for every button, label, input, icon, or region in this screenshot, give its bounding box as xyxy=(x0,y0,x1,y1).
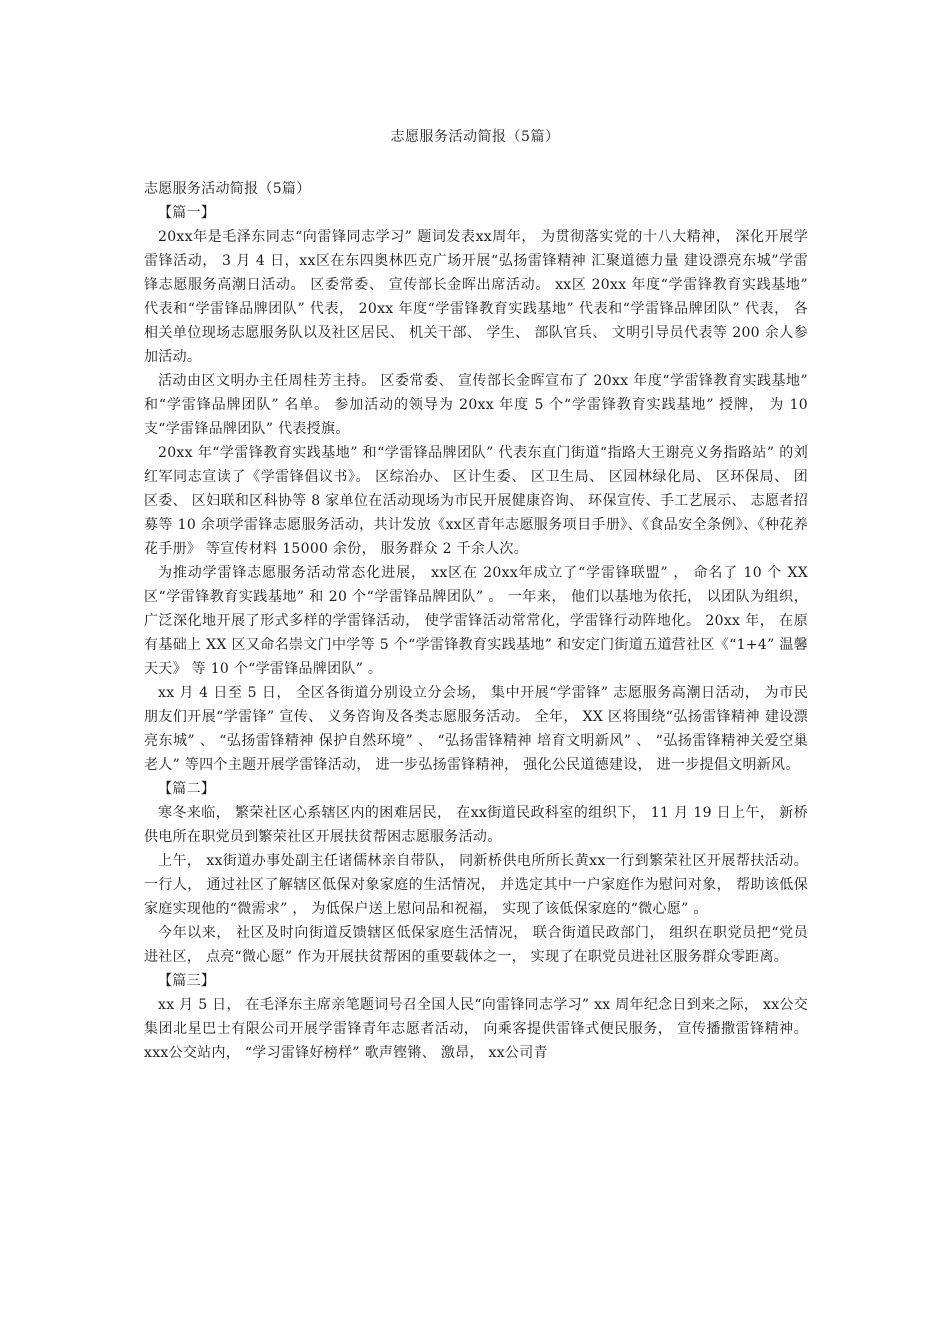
paragraph: 今年以来， 社区及时向街道反馈辖区低保家庭生活情况， 联合街道民政部门， 组织在职党员把“党员进社区， 点亮“微心愿” 作为开展扶贫帮困的重要载体之一， 实现了在职党员进社区服务群众零距离。 xyxy=(144,925,808,965)
paragraph: 寒冬来临， 繁荣社区心系辖区内的困难居民， 在xx街道民政科室的组织下， 11 月 19 日上午， 新桥供电所在职党员到繁荣社区开展扶贫帮困志愿服务活动。 xyxy=(144,805,808,845)
paragraph: 活动由区文明办主任周桂芳主持。 区委常委、 宣传部长金晖宣布了 20xx 年度“学雷锋教育实践基地” 和“学雷锋品牌团队” 名单。 参加活动的领导为 20xx 年度 5 个“学雷锋教育实践基地” 授牌， 为 10 支“学雷锋品牌团队” 代表授旗。 xyxy=(144,373,808,437)
paragraph: xx 月 4 日至 5 日， 全区各街道分别设立分会场， 集中开展“学雷锋” 志愿服务高潮日活动， 为市民朋友们开展“学雷锋” 宣传、 义务咨询及各类志愿服务活动。 全年， XX 区将围绕“弘扬雷锋精神 建设漂亮东城” 、 “弘扬雷锋精神 保护自然环境” 、 “弘扬雷锋精神 培育文明新风” 、 “弘扬雷锋精神关爱空巢老人” 等四个主题开展学雷锋活动， 进一步弘扬雷锋精神， 强化公民道德建设， 进一步提倡文明新风。 xyxy=(144,685,808,773)
section-heading: 【篇一】 xyxy=(158,205,216,221)
paragraph: 20xx年是毛泽东同志“向雷锋同志学习” 题词发表xx周年， 为贯彻落实党的十八大精神， 深化开展学雷锋活动， 3 月 4 日，xx区在东四奥林匹克广场开展“弘扬雷锋精神 汇聚道德力量 建设漂亮东城”学雷锋志愿服务高潮日活动。 区委常委、 宣传部长金晖出席活动。 xx区 20xx 年度“学雷锋教育实践基地” 代表和“学雷锋品牌团队” 代表， 20xx 年度“学雷锋教育实践基地” 代表和“学雷锋品牌团队” 代表， 各相关单位现场志愿服务队以及社区居民、 机关干部、 学生、 部队官兵、 文明引导员代表等 200 余人参加活动。 xyxy=(144,229,808,365)
document-subtitle: 志愿服务活动简报（5篇） xyxy=(144,181,311,197)
document-title: 志愿服务活动简报（5篇） xyxy=(390,129,560,145)
section-heading: 【篇三】 xyxy=(158,973,216,989)
paragraph: xx 月 5 日， 在毛泽东主席亲笔题词号召全国人民“向雷锋同志学习” xx 周年纪念日到来之际， xx公交集团北星巴士有限公司开展学雷锋青年志愿者活动， 向乘客提供雷锋式便民服务， 宣传播撒雷锋精神。xxx公交站内， “学习雷锋好榜样” 歌声铿锵、 激昂， xx公司青 xyxy=(144,997,808,1061)
paragraph: 为推动学雷锋志愿服务活动常态化进展， xx区在 20xx年成立了“学雷锋联盟” ， 命名了 10 个 XX 区“学雷锋教育实践基地” 和 20 个“学雷锋品牌团队” 。 一年来， 他们以基地为依托， 以团队为组织， 广泛深化地开展了形式多样的学雷锋活动， 使学雷锋活动常常化，学雷锋行动阵地化。 20xx 年， 在原有基础上 XX 区又命名崇文门中学等 5 个“学雷锋教育实践基地” 和安定门街道五道营社区《“1+4” 温馨天天》 等 10 个“学雷锋品牌团队” 。 xyxy=(144,565,808,677)
section-heading: 【篇二】 xyxy=(158,781,216,797)
paragraph: 20xx 年“学雷锋教育实践基地” 和“学雷锋品牌团队” 代表东直门街道“指路大王谢亮义务指路站” 的刘红军同志宣读了《学雷锋倡议书》。 区综治办、 区计生委、 区卫生局、 区园林绿化局、 区环保局、 团区委、 区妇联和区科协等 8 家单位在活动现场为市民开展健康咨询、 环保宣传、手工艺展示、 志愿者招募等 10 余项学雷锋志愿服务活动，共计发放《xx区青年志愿服务项目手册》、《食品安全条例》、《种花养花手册》 等宣传材料 15000 余份， 服务群众 2 千余人次。 xyxy=(144,445,808,557)
paragraph: 上午， xx街道办事处副主任诸儒林亲自带队， 同新桥供电所所长黄xx一行到繁荣社区开展帮扶活动。 一行人， 通过社区了解辖区低保对象家庭的生活情况， 并选定其中一户家庭作为慰问对象， 帮助该低保家庭实现他的“微需求” ， 为低保户送上慰问品和祝福， 实现了该低保家庭的“微心愿” 。 xyxy=(144,853,808,917)
document-body xyxy=(144,177,808,1065)
